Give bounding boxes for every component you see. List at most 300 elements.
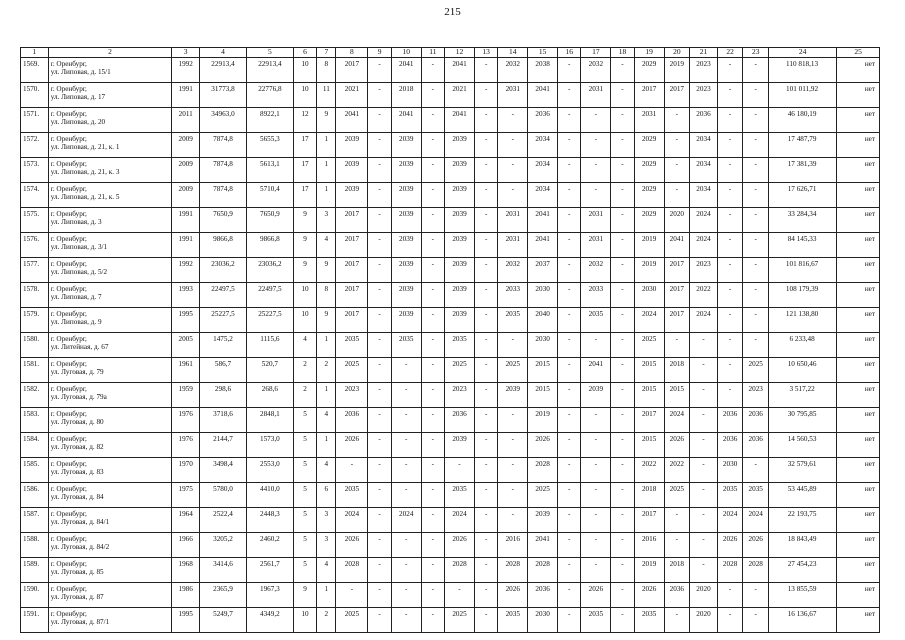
table-cell: - [498,458,528,483]
table-cell: 22497,5 [246,283,293,308]
table-cell: 5710,4 [246,183,293,208]
table-cell: 2023 [690,58,718,83]
table-row [21,283,880,308]
table-cell: 7650,9 [246,208,293,233]
table-cell: 2039 [336,158,368,183]
table-cell: 18 843,49 [768,533,836,558]
table-cell: 8922,1 [246,108,293,133]
table-cell: 2030 [528,608,558,633]
table-cell: - [558,408,581,433]
table-cell: 2032 [581,258,611,283]
table-cell: 2034 [690,133,718,158]
table-row [21,433,880,458]
table-cell: 1991 [172,208,200,233]
table-cell: 2035 [336,483,368,508]
table-cell: - [421,583,444,608]
table-cell: 2036 [336,408,368,433]
table-cell: - [743,333,769,358]
table-cell: - [368,183,391,208]
table-cell: 10 [293,283,316,308]
table-cell: 2025 [498,358,528,383]
table-cell: - [581,333,611,358]
table-cell: 2037 [528,258,558,283]
row-number-cell: 1586. [21,483,49,508]
column-header-13: 13 [474,48,497,58]
table-cell: 5 [293,508,316,533]
table-cell: 7874,8 [200,133,247,158]
column-header-23: 23 [743,48,769,58]
table-cell: 2017 [336,308,368,333]
table-cell: - [391,408,421,433]
table-cell: 4 [317,408,336,433]
table-cell: 2034 [690,183,718,208]
table-cell: 2035 [336,333,368,358]
table-cell: 2009 [172,158,200,183]
table-cell: 2020 [690,608,718,633]
table-cell: - [743,158,769,183]
row-number-cell: 1589. [21,558,49,583]
table-cell: - [474,183,497,208]
table-cell: - [611,408,634,433]
table-cell: - [558,158,581,183]
table-cell: - [421,558,444,583]
table-cell: 2039 [336,183,368,208]
address-cell: г. Оренбург, ул. Липовая, д. 3/1 [48,233,172,258]
row-number-cell: 1590. [21,583,49,608]
table-cell: 586,7 [200,358,247,383]
table-cell: 34963,0 [200,108,247,133]
table-cell: - [743,208,769,233]
table-cell: 3205,2 [200,533,247,558]
table-cell: - [611,333,634,358]
address-cell: г. Оренбург, ул. Липовая, д. 5/2 [48,258,172,283]
table-cell: 31773,8 [200,83,247,108]
table-cell: нет [837,508,880,533]
table-cell: - [474,208,497,233]
row-number-cell: 1569. [21,58,49,83]
table-cell: - [690,458,718,483]
table-cell: 2029 [634,183,664,208]
table-cell: - [611,483,634,508]
table-cell: 2035 [634,608,664,633]
table-cell: - [368,358,391,383]
table-cell: 2028 [445,558,475,583]
table-cell: 2017 [634,508,664,533]
table-cell: нет [837,208,880,233]
table-cell: - [611,533,634,558]
row-number-cell: 1571. [21,108,49,133]
table-cell: - [368,383,391,408]
table-cell: 4 [317,233,336,258]
table-cell: - [368,158,391,183]
table-cell: - [690,358,718,383]
table-cell: - [743,133,769,158]
table-cell: 2041 [391,108,421,133]
table-cell: - [717,383,743,408]
table-cell: - [558,558,581,583]
table-cell: 2036 [445,408,475,433]
table-cell: - [368,558,391,583]
table-cell: - [474,508,497,533]
table-cell: 17 487,79 [768,133,836,158]
table-cell: 2018 [664,358,690,383]
table-cell: 1 [317,583,336,608]
table-cell: 1976 [172,408,200,433]
table-cell: - [717,333,743,358]
table-cell: - [336,583,368,608]
table-cell: 33 284,34 [768,208,836,233]
table-cell: 2041 [528,83,558,108]
table-cell: - [421,458,444,483]
table-cell: - [391,533,421,558]
table-cell: - [611,233,634,258]
table-cell: 2033 [581,283,611,308]
table-cell: - [717,608,743,633]
table-cell: 2032 [498,58,528,83]
table-cell: - [558,133,581,158]
row-number-cell: 1585. [21,458,49,483]
table-cell: - [717,108,743,133]
table-cell: 2025 [445,608,475,633]
table-cell: 2022 [690,283,718,308]
table-cell: 121 138,80 [768,308,836,333]
table-cell: 2017 [664,83,690,108]
column-header-17: 17 [581,48,611,58]
table-cell: 2019 [664,58,690,83]
table-cell: - [498,483,528,508]
table-cell: 2038 [528,58,558,83]
table-cell: 1 [317,133,336,158]
row-number-cell: 1588. [21,533,49,558]
table-cell: - [581,158,611,183]
table-cell: 17 [293,133,316,158]
column-header-19: 19 [634,48,664,58]
table-cell: - [743,233,769,258]
table-cell: - [421,258,444,283]
table-cell: - [558,108,581,133]
table-cell: 22497,5 [200,283,247,308]
table-cell: 22913,4 [246,58,293,83]
table-cell: нет [837,183,880,208]
address-cell: г. Оренбург, ул. Луговая, д. 85 [48,558,172,583]
table-cell: нет [837,58,880,83]
table-cell: - [368,433,391,458]
table-cell: 2036 [528,583,558,608]
table-cell: нет [837,258,880,283]
table-row [21,583,880,608]
column-number-row [21,48,880,58]
table-cell: 2035 [717,483,743,508]
table-cell: 2035 [498,308,528,333]
table-cell: 8 [317,58,336,83]
table-cell: 2036 [717,408,743,433]
table-cell: 2024 [690,233,718,258]
table-cell: - [611,208,634,233]
table-cell: 14 560,53 [768,433,836,458]
table-cell: 2021 [445,83,475,108]
address-cell: г. Оренбург, ул. Луговая, д. 84/1 [48,508,172,533]
table-cell: 2035 [743,483,769,508]
table-cell: 2028 [743,558,769,583]
table-cell: 2028 [336,558,368,583]
table-cell: 2016 [498,533,528,558]
table-cell: - [717,233,743,258]
table-cell: - [611,183,634,208]
column-header-18: 18 [611,48,634,58]
table-row [21,408,880,433]
address-cell: г. Оренбург, ул. Литейная, д. 67 [48,333,172,358]
table-cell: - [690,408,718,433]
table-cell: 9 [293,233,316,258]
column-header-25: 25 [837,48,880,58]
table-cell: - [558,208,581,233]
table-cell: 2460,2 [246,533,293,558]
table-cell: - [558,83,581,108]
table-cell: нет [837,383,880,408]
table-cell: 2039 [445,133,475,158]
table-cell: 2031 [498,83,528,108]
row-number-cell: 1577. [21,258,49,283]
table-cell: - [368,283,391,308]
table-cell: 2036 [717,433,743,458]
table-cell: 268,6 [246,383,293,408]
table-cell: нет [837,408,880,433]
table-cell: - [498,508,528,533]
table-cell: - [743,58,769,83]
table-cell: 2026 [528,433,558,458]
table-cell: 1986 [172,583,200,608]
table-cell: 4349,2 [246,608,293,633]
table-cell: 10 [293,58,316,83]
table-cell: 2041 [445,108,475,133]
table-cell: 2019 [634,558,664,583]
table-cell: 17 381,39 [768,158,836,183]
table-cell: 2015 [664,383,690,408]
address-cell: г. Оренбург, ул. Луговая, д. 87 [48,583,172,608]
table-cell: 2035 [391,333,421,358]
table-cell: 2019 [634,258,664,283]
table-cell: 2015 [528,358,558,383]
table-cell: - [611,308,634,333]
table-cell: 1959 [172,383,200,408]
table-cell: - [664,333,690,358]
table-cell: - [391,433,421,458]
table-cell: 1 [317,383,336,408]
table-cell: - [368,133,391,158]
table-cell: - [474,383,497,408]
table-cell: - [474,483,497,508]
table-cell: - [558,283,581,308]
column-header-12: 12 [445,48,475,58]
table-cell: - [717,583,743,608]
table-cell: 46 180,19 [768,108,836,133]
table-cell: 2017 [336,233,368,258]
table-cell: - [474,58,497,83]
table-cell: - [474,533,497,558]
table-cell: 2020 [690,583,718,608]
table-cell: 17 626,71 [768,183,836,208]
table-cell: 3 [317,508,336,533]
table-row [21,108,880,133]
column-header-8: 8 [336,48,368,58]
table-cell: 5 [293,558,316,583]
column-header-24: 24 [768,48,836,58]
table-cell: - [611,583,634,608]
table-cell: 2018 [634,483,664,508]
table-cell: 2019 [634,233,664,258]
table-cell: 30 795,85 [768,408,836,433]
table-cell: 2448,3 [246,508,293,533]
table-cell: 2023 [336,383,368,408]
table-cell: - [421,358,444,383]
table-cell: 2017 [336,258,368,283]
table-cell: 2039 [445,208,475,233]
table-cell: 2553,0 [246,458,293,483]
table-cell: - [558,483,581,508]
table-cell: 22776,8 [246,83,293,108]
table-body [21,58,880,633]
table-cell: 2020 [664,208,690,233]
table-cell: - [421,433,444,458]
row-number-cell: 1583. [21,408,49,433]
table-cell: - [611,558,634,583]
table-cell: 2039 [498,383,528,408]
table-cell: 4 [293,333,316,358]
table-cell: 22 193,75 [768,508,836,533]
table-cell: 1970 [172,458,200,483]
table-cell: 2031 [634,108,664,133]
table-cell: - [391,383,421,408]
table-row [21,533,880,558]
table-cell: 7874,8 [200,158,247,183]
table-cell: 25227,5 [246,308,293,333]
table-cell: 2 [317,358,336,383]
table-cell: - [581,483,611,508]
column-header-6: 6 [293,48,316,58]
table-cell: - [581,533,611,558]
table-cell: 2011 [172,108,200,133]
table-cell: 3 517,22 [768,383,836,408]
table-cell: 2018 [391,83,421,108]
table-cell: 2561,7 [246,558,293,583]
table-cell: 2028 [528,558,558,583]
table-cell: 22913,4 [200,58,247,83]
table-cell: - [421,283,444,308]
table-cell: - [368,333,391,358]
table-cell: 2026 [445,533,475,558]
table-cell: - [611,383,634,408]
table-cell: 1961 [172,358,200,383]
table-cell: 2026 [634,583,664,608]
table-cell: 2039 [445,158,475,183]
table-cell: 520,7 [246,358,293,383]
table-cell: - [421,83,444,108]
table-cell: - [558,233,581,258]
table-cell: 9 [293,208,316,233]
table-cell: - [611,258,634,283]
table-cell: нет [837,333,880,358]
table-cell: - [611,158,634,183]
table-cell: - [581,458,611,483]
table-row [21,558,880,583]
address-cell: г. Оренбург, ул. Луговая, д. 84/2 [48,533,172,558]
table-cell: - [474,283,497,308]
table-cell: 2041 [528,233,558,258]
table-row [21,133,880,158]
row-number-cell: 1574. [21,183,49,208]
table-cell: 10 [293,308,316,333]
table-cell: - [664,183,690,208]
table-cell: 8 [317,283,336,308]
table-row [21,308,880,333]
table-cell: 2028 [528,458,558,483]
table-cell: - [664,133,690,158]
address-cell: г. Оренбург, ул. Луговая, д. 79 [48,358,172,383]
table-row [21,58,880,83]
table-cell: 1991 [172,233,200,258]
table-cell: 5 [293,458,316,483]
column-header-1: 1 [21,48,49,58]
table-cell: 10 650,46 [768,358,836,383]
table-cell: 2029 [634,208,664,233]
table-cell: 2028 [717,558,743,583]
table-cell: - [690,558,718,583]
table-cell: 2039 [445,258,475,283]
address-cell: г. Оренбург, ул. Луговая, д. 87/1 [48,608,172,633]
table-cell: 5 [293,408,316,433]
table-cell: - [445,583,475,608]
column-header-22: 22 [717,48,743,58]
table-cell: 298,6 [200,383,247,408]
table-cell: 2025 [445,358,475,383]
table-cell: 2 [293,383,316,408]
table-cell: - [664,158,690,183]
table-cell: - [581,508,611,533]
table-cell: - [611,108,634,133]
column-header-3: 3 [172,48,200,58]
table-cell: нет [837,83,880,108]
table-cell: 2026 [336,533,368,558]
table-cell: - [474,608,497,633]
table-cell: - [391,583,421,608]
table-cell: - [717,358,743,383]
row-number-cell: 1576. [21,233,49,258]
table-row [21,333,880,358]
table-cell: 1992 [172,58,200,83]
table-cell: - [743,83,769,108]
table-cell: - [717,58,743,83]
table-cell: - [581,433,611,458]
table-cell: - [664,508,690,533]
table-cell: нет [837,158,880,183]
table-cell: 2015 [528,383,558,408]
table-cell: - [558,583,581,608]
table-cell: 2039 [581,383,611,408]
table-cell: 2017 [634,83,664,108]
table-row [21,158,880,183]
table-cell: 2032 [581,58,611,83]
table-row [21,358,880,383]
table-cell: 2039 [445,433,475,458]
table-cell: 2030 [634,283,664,308]
table-cell: 5613,1 [246,158,293,183]
table-cell: 2041 [445,58,475,83]
table-row [21,608,880,633]
table-cell: - [581,558,611,583]
table-cell: - [664,533,690,558]
housing-table-container [20,47,880,633]
table-cell: - [743,308,769,333]
